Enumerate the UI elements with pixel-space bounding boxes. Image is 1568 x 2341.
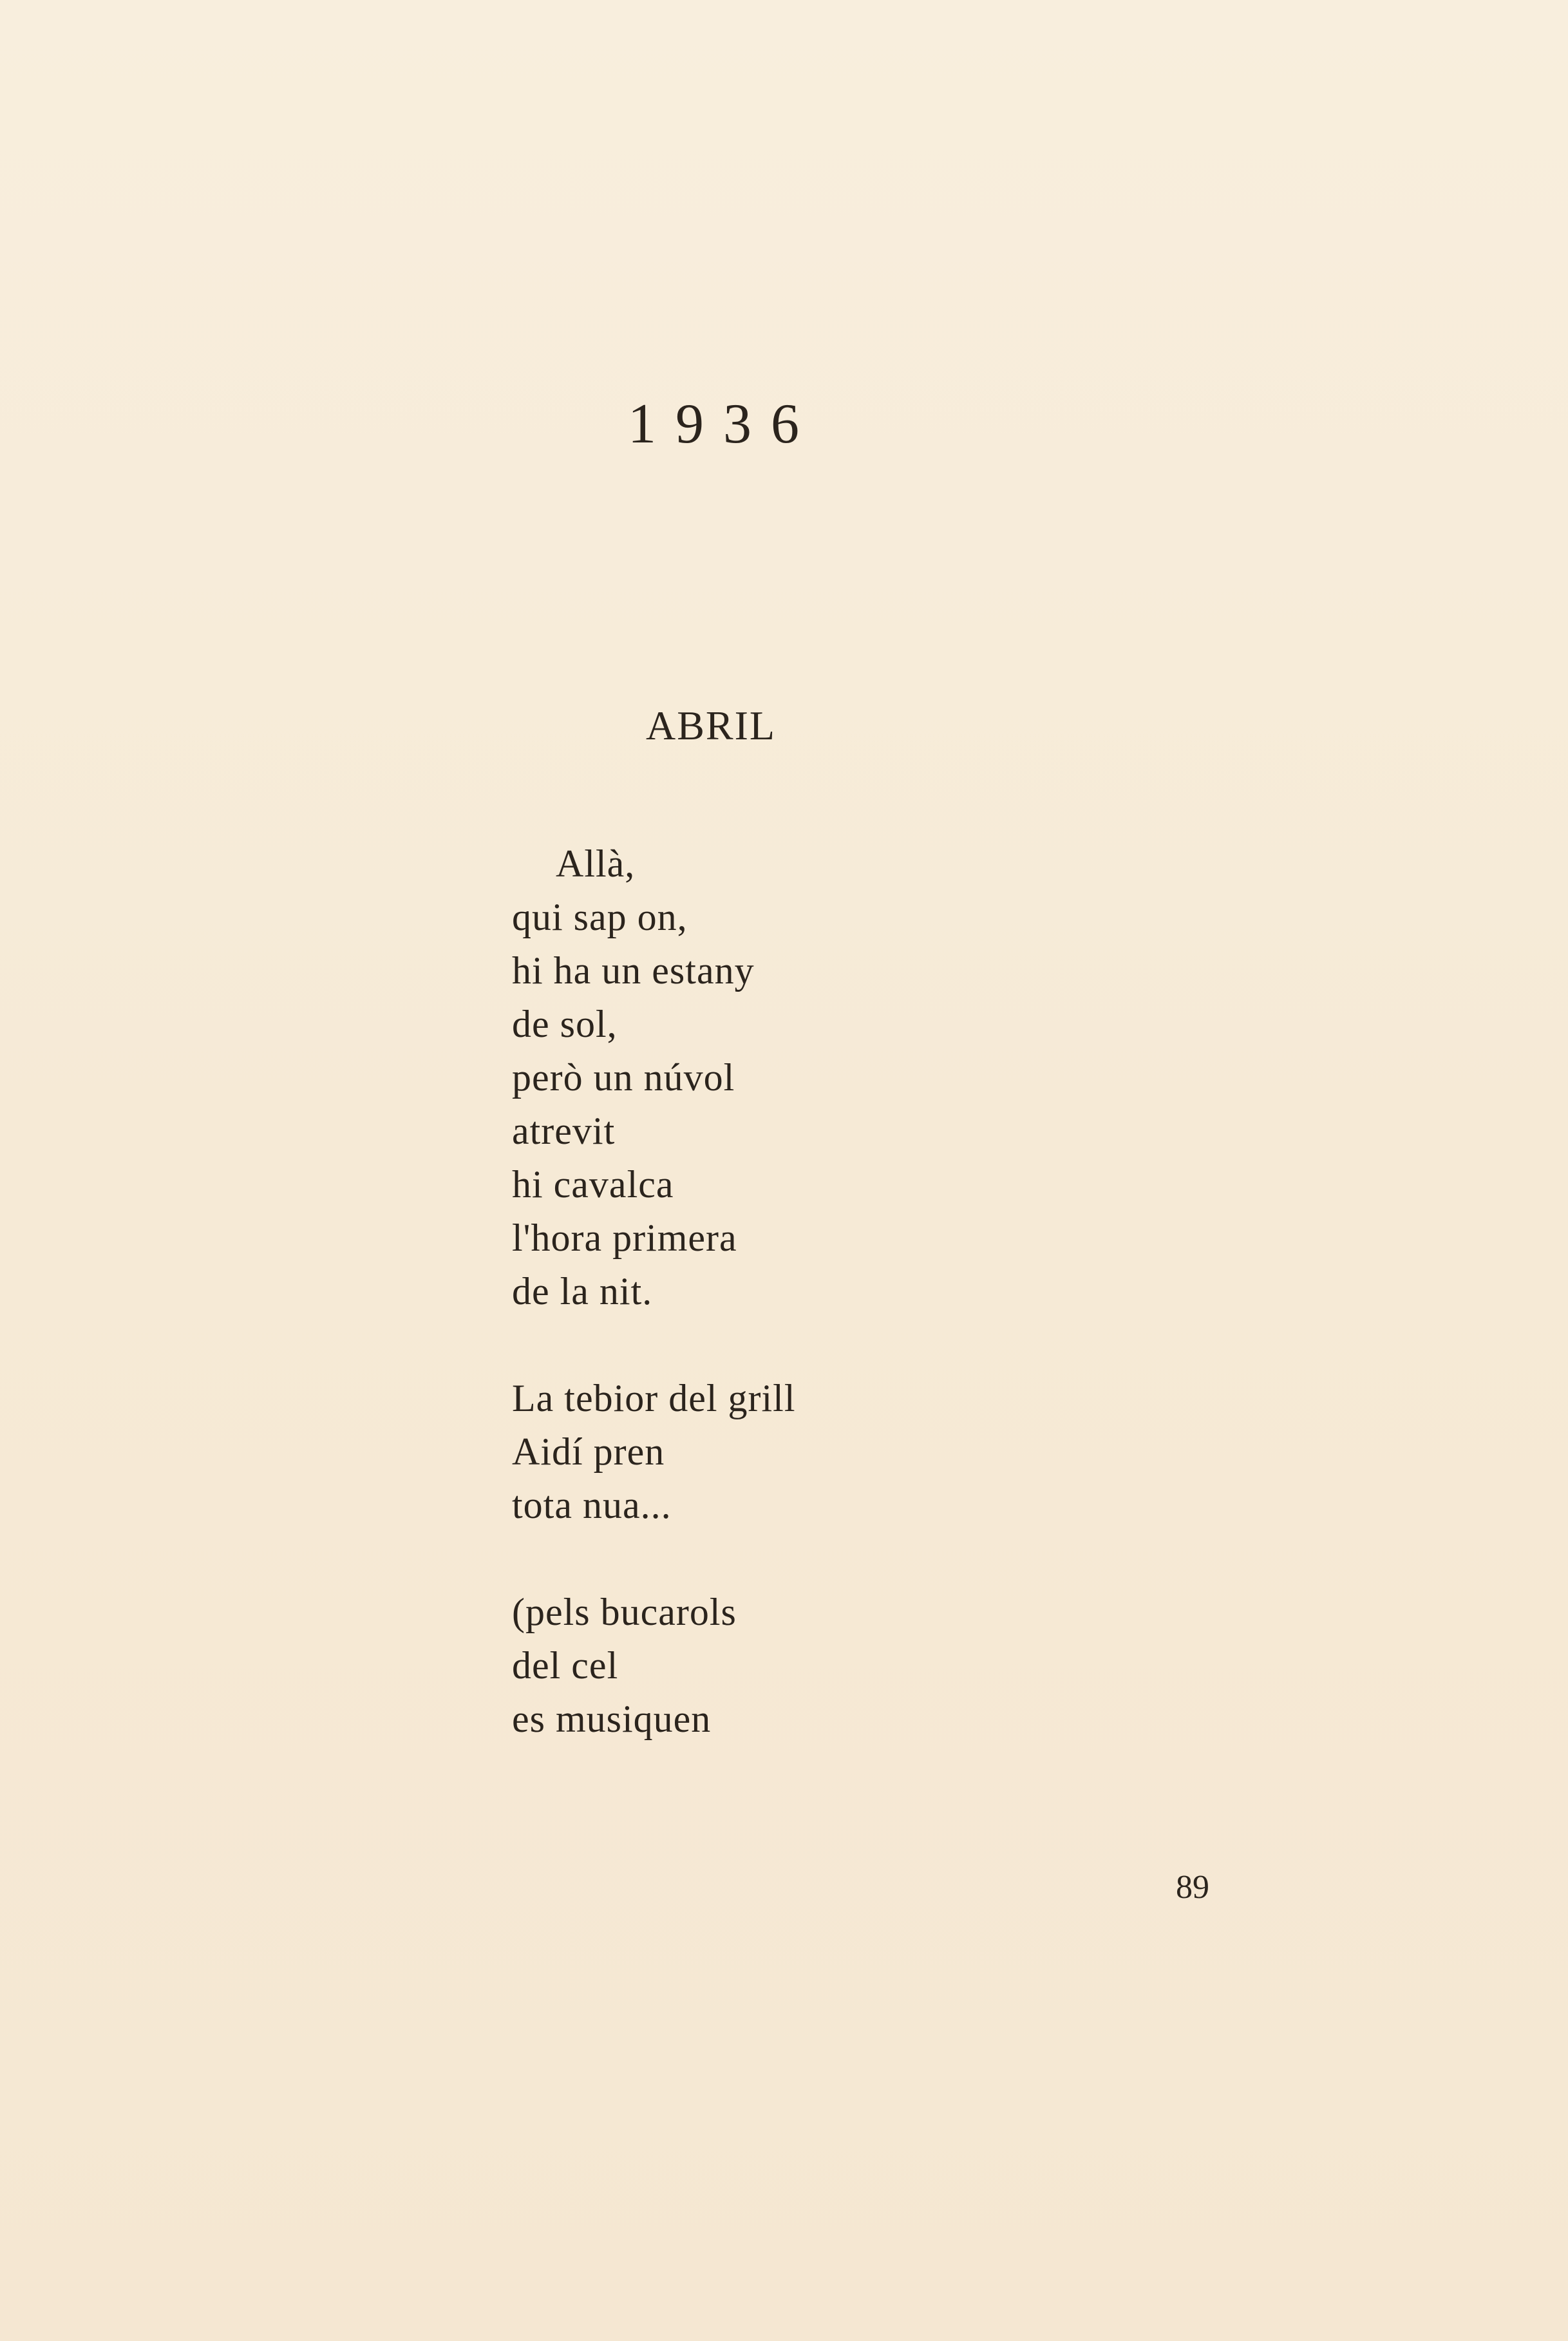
poem-line: de sol, — [512, 1003, 618, 1045]
poem-body — [512, 837, 1156, 1799]
page-number: 89 — [1176, 1869, 1209, 1906]
poem-line: hi ha un estany — [512, 949, 755, 992]
poem-line: però un núvol — [512, 1056, 735, 1099]
section-year: 1936 — [628, 393, 818, 455]
poem-line: del cel — [512, 1644, 619, 1687]
poem-line: l'hora primera — [512, 1217, 737, 1259]
poem-line: es musiquen — [512, 1698, 712, 1740]
stanza-2 — [512, 1372, 1156, 1532]
stanza-1 — [512, 837, 1156, 1318]
stanza-3 — [512, 1586, 1156, 1746]
poem-line: Aidí pren — [512, 1430, 665, 1473]
poem-line: Allà, — [556, 842, 636, 885]
poem-title: ABRIL — [646, 703, 776, 748]
poem-line: qui sap on, — [512, 896, 688, 938]
poem-line: de la nit. — [512, 1270, 653, 1313]
poem-line: (pels bucarols — [512, 1591, 737, 1633]
poem-line: tota nua... — [512, 1484, 672, 1526]
poem-line: atrevit — [512, 1110, 616, 1152]
poem-line: La tebior del grill — [512, 1377, 796, 1419]
poem-line: hi cavalca — [512, 1163, 674, 1206]
